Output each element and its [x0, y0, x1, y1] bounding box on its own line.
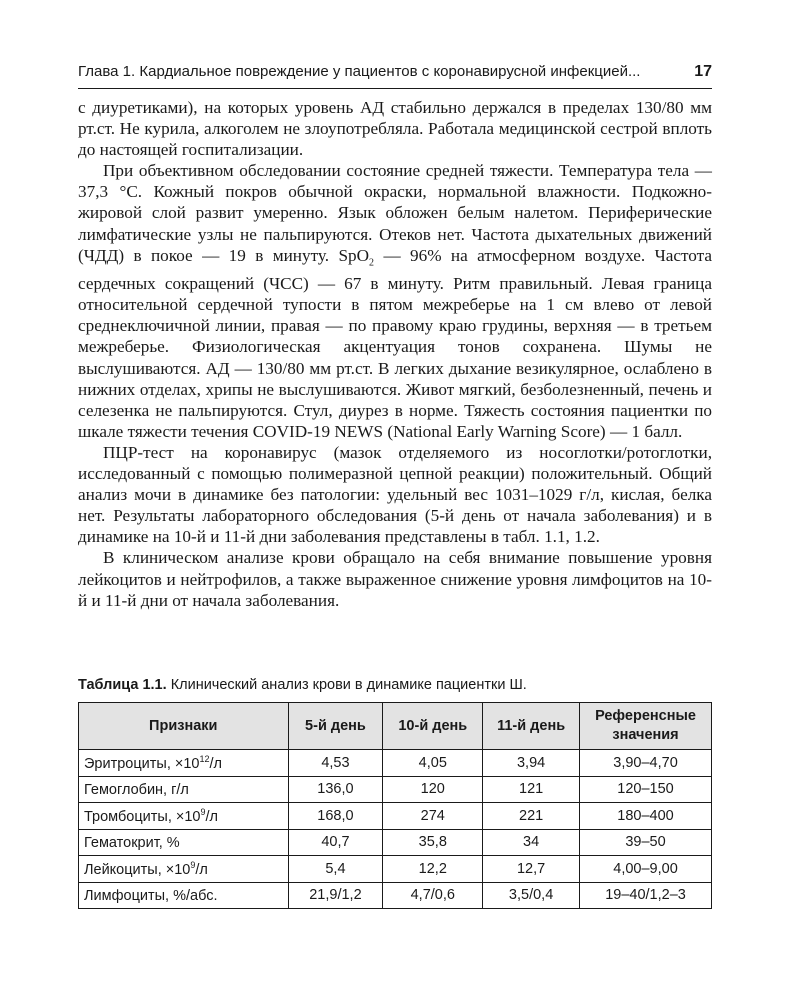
column-header: Признаки [79, 703, 289, 750]
table-row [79, 803, 712, 830]
table-row [79, 882, 712, 909]
running-header [78, 62, 712, 89]
table-cell: 3,94 [483, 750, 580, 777]
table-cell: 39–50 [580, 829, 712, 856]
page-number: 17 [694, 63, 712, 80]
spo2-label [338, 245, 375, 269]
table-cell: 3,5/0,4 [483, 882, 580, 909]
table-cell: 21,9/1,2 [288, 882, 383, 909]
spo2-base: SpO [338, 245, 370, 265]
row-label [79, 776, 289, 803]
row-label-text: Гематокрит, % [84, 835, 180, 852]
table-caption [78, 676, 712, 694]
blood-analysis-table [78, 702, 712, 909]
spo2-subscript: 2 [369, 257, 375, 269]
table-cell: 35,8 [383, 829, 483, 856]
table-cell: 5,4 [288, 856, 383, 883]
table-cell: 4,7/0,6 [383, 882, 483, 909]
row-label [79, 803, 289, 830]
table-cell: 4,53 [288, 750, 383, 777]
column-header: 10-й день [383, 703, 483, 750]
table-caption-text: Клинический анализ крови в динамике пациентки Ш. [170, 677, 527, 693]
paragraph-2 [78, 160, 712, 442]
row-label-unit: /л [205, 808, 218, 825]
row-label-exponent: 9 [200, 806, 206, 817]
paragraph-1: с диуретиками), на которых уровень АД стабильно держался в пределах 130/80 мм рт.ст. Не курила, алкоголем не злоупотребляла. Работала медицинской сестрой вплоть до настоящей госпитализации. [78, 98, 712, 160]
row-label-unit: /л [195, 861, 208, 878]
table-row [79, 776, 712, 803]
table-cell: 34 [483, 829, 580, 856]
table-cell: 12,2 [383, 856, 483, 883]
row-label-text: Лейкоциты, ×10 [84, 861, 191, 878]
table-cell: 40,7 [288, 829, 383, 856]
row-label [79, 856, 289, 883]
table-row [79, 829, 712, 856]
paragraph-3: ПЦР-тест на коронавирус (мазок отделяемого из носоглотки/ротоглотки, исследованный с помощью полимеразной цепной реакции) положительный. Общий анализ мочи в динамике без патологии: удельный вес 1031–1029 г/л, кислая, белка нет. Результаты лабораторного обследования (5-й день от начала заболевания) и в динамике на 10-й и 11-й дни заболевания представлены в табл. 1.1, 1.2. [78, 442, 712, 547]
table-caption-label: Таблица 1.1. [78, 677, 167, 693]
body-text [78, 97, 712, 611]
table-cell: 121 [483, 776, 580, 803]
row-label [79, 882, 289, 909]
row-label-text: Гемоглобин, г/л [84, 782, 189, 799]
table-cell: 221 [483, 803, 580, 830]
table-cell: 4,05 [383, 750, 483, 777]
row-label-text: Тромбоциты, ×10 [84, 808, 201, 825]
paragraph-2-part-2: — 96% на атмосферном воздухе. Частота сердечных сокращений (ЧСС) — 67 в минуту. Ритм правильный. Левая граница относительной сердечной тупости в пятом межреберье на 1 см влево от левой среднеключичной линии, правая — по правому краю грудины, верхняя — в третьем межреберье. Физиологическая акцентуация тонов сохранена. Шумы не выслушиваются. АД — 130/80 мм рт.ст. В легких дыхание везикулярное, ослаблено в нижних отделах, хрипы не выслушиваются. Живот мягкий, безболезненный, печень и селезенка не пальпируются. Стул, диурез в норме. Тяжесть состояния пациентки по шкале тяжести течения COVID-19 NEWS (National Early Warning Score) — 1 балл. [78, 245, 713, 441]
column-header: 5-й день [288, 703, 383, 750]
table-cell: 19–40/1,2–3 [580, 882, 712, 909]
paragraph-4: В клиническом анализе крови обращало на себя внимание повышение уровня лейкоцитов и нейтрофилов, а также выраженное снижение уровня лимфоцитов на 10-й и 11-й дни от начала заболевания. [78, 548, 712, 610]
row-label [79, 750, 289, 777]
table-header-row [79, 703, 712, 750]
table-cell: 136,0 [288, 776, 383, 803]
table-cell: 4,00–9,00 [580, 856, 712, 883]
chapter-title: Глава 1. Кардиальное повреждение у пациентов с коронавирусной инфекцией... [78, 63, 641, 80]
row-label-text: Эритроциты, ×10 [84, 755, 200, 772]
table-cell: 168,0 [288, 803, 383, 830]
table-cell: 120 [383, 776, 483, 803]
table-cell: 120–150 [580, 776, 712, 803]
table-cell: 180–400 [580, 803, 712, 830]
table-row [79, 750, 712, 777]
column-header: 11-й день [483, 703, 580, 750]
row-label-unit: /л [209, 755, 222, 772]
row-label-exponent: 12 [199, 753, 210, 764]
table-cell: 12,7 [483, 856, 580, 883]
row-label-text: Лимфоциты, %/абс. [84, 888, 218, 905]
column-header: Референсные значения [580, 703, 712, 750]
row-label [79, 829, 289, 856]
row-label-exponent: 9 [190, 859, 196, 870]
table-row [79, 856, 712, 883]
table-cell: 3,90–4,70 [580, 750, 712, 777]
table-cell: 274 [383, 803, 483, 830]
paragraph-2-part-1: При объективном обследовании состояние средней тяжести. Температура тела — 37,3 °С. Кожный покров обычной окраски, нормальной влажности. Подкожно-жировой слой развит умеренно. Язык обложен белым налетом. Периферические лимфатические узлы не пальпируются. Отеков нет. Частота дыхательных движений (ЧДД) в покое — 19 в минуту. [78, 161, 712, 265]
